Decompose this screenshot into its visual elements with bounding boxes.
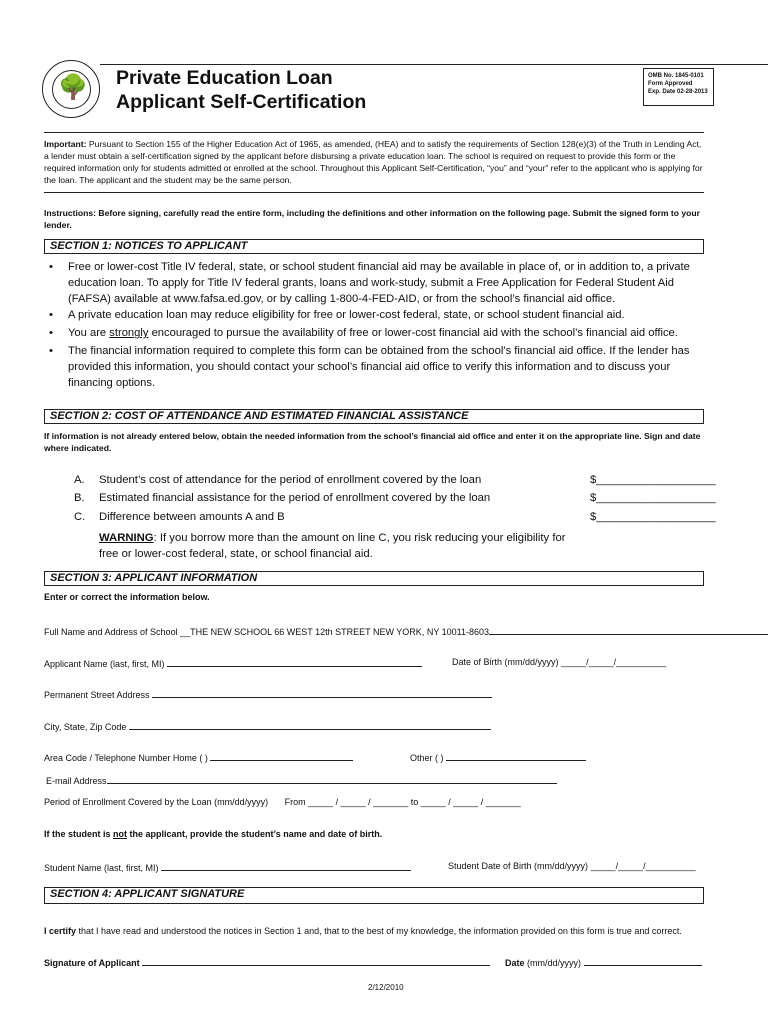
applicant-name-field[interactable]: [167, 657, 422, 667]
notice-item: • You are strongly encouraged to pursue the availability of free or lower-cost financial aid with the school’s financial aid office.: [49, 327, 678, 340]
notice-item: • A private education loan may reduce eligibility for free or lower-cost federal, state, or school student financial aid.: [49, 309, 625, 322]
notice-item: • Free or lower-cost Title IV federal, state, or school student financial aid may be available in place of, or in addition to, a private education loan. To apply for Title IV federal grants, loans and work-study, submit a Free Application for Federal Student Aid (FAFSA) available at www.fafsa.ed.gov, or by calling 1-800-4-FED-AID, or from the school’s financial aid office.: [49, 261, 690, 305]
home-phone-field[interactable]: [210, 751, 353, 761]
omb-box: [643, 68, 714, 106]
section1-header: SECTION 1: NOTICES TO APPLICANT: [44, 239, 704, 254]
student-dob-field[interactable]: _____/_____/__________: [590, 861, 696, 871]
line-text: Student’s cost of attendance for the period of enrollment covered by the loan: [99, 474, 482, 486]
street-field[interactable]: [152, 688, 492, 698]
city-label: City, State, Zip Code: [44, 722, 127, 732]
period-row: [44, 797, 521, 808]
section2-intro: If information is not already entered below, obtain the needed information from the school’s financial aid office and enter it on the appropriate line. Sign and date where indicated.: [44, 431, 701, 453]
applicant-name-row: [44, 657, 422, 670]
email-label: E-mail Address: [46, 776, 107, 786]
form-title-line2: Applicant Self-Certification: [116, 91, 367, 113]
school-name-address-field[interactable]: THE NEW SCHOOL 66 WEST 12th STREET NEW YORK, NY 10011-8603: [190, 627, 490, 637]
period-label: Period of Enrollment Covered by the Loan (mm/dd/yyyy): [44, 797, 269, 807]
dob-row: [452, 657, 666, 668]
section3-intro: Enter or correct the information below.: [44, 592, 210, 602]
section3-header: SECTION 3: APPLICANT INFORMATION: [44, 571, 704, 586]
street-label: Permanent Street Address: [44, 690, 150, 700]
signature-field[interactable]: [142, 956, 490, 966]
warning-text: : If you borrow more than the amount on line C, you risk reducing your eligibility for: [153, 532, 566, 544]
financial-assistance-field[interactable]: $___________________: [590, 492, 716, 504]
home-phone-label: Area Code / Telephone Number Home ( ): [44, 753, 208, 763]
other-phone-row: [410, 751, 586, 764]
other-phone-field[interactable]: [446, 751, 586, 761]
student-dob-label: Student Date of Birth (mm/dd/yyyy): [448, 861, 589, 871]
line-letter: C.: [74, 511, 86, 523]
student-dob-row: [448, 861, 696, 872]
signature-date-field[interactable]: [584, 956, 702, 966]
school-row: [44, 625, 768, 638]
form-title-line1: Private Education Loan: [116, 67, 333, 89]
difference-field[interactable]: $___________________: [590, 511, 716, 523]
period-field[interactable]: From _____ / _____ / _______ to _____ / _____ / _______: [284, 797, 521, 807]
student-name-row: [44, 861, 411, 874]
certify-text: that I have read and understood the notices in Section 1 and, that to the best of my knowledge, the information provided on this form is true and correct.: [76, 926, 682, 936]
school-blank-line: [489, 625, 768, 635]
phone-row: [44, 751, 353, 764]
department-seal-logo: [42, 60, 100, 118]
divider: [44, 192, 704, 193]
section2-header: SECTION 2: COST OF ATTENDANCE AND ESTIMATED FINANCIAL ASSISTANCE: [44, 409, 704, 424]
other-phone-label: Other ( ): [410, 753, 444, 763]
instructions: Instructions: Before signing, carefully read the entire form, including the definitions and other information on the following page. Submit the signed form to your lender.: [44, 208, 701, 230]
omb-expiration: Exp. Date 02-28-2013: [648, 89, 708, 95]
important-text: Pursuant to Section 155 of the Higher Education Act of 1965, as amended, (HEA) and to satisfy the requirements of Section 128(e)(3) of the Truth in Lending Act, a lender must obtain a self-certification signed by the applicant before disbursing a private education loan. The school is required on request to provide this form or the required information only for students admitted or enrolled at the school. Throughout this Applicant Self-Certification, “you” and “your” refer to the applicant who is applying for the loan. The applicant and the student may be the same person.: [44, 139, 703, 185]
notice-text: Free or lower-cost Title IV federal, state, or school student financial aid may be available in place of, or in addition to, a private education loan. To apply for Title IV federal grants, loans and work-study, submit a Free Application for Federal Student Aid (FAFSA) available at www.fafsa.ed.gov, or by calling 1-800-4-FED-AID, or from the school’s financial aid office.: [68, 261, 690, 305]
signature-row: [44, 956, 490, 969]
certify-bold: I certify: [44, 926, 77, 936]
student-note-post: the applicant, provide the student’s name and date of birth.: [127, 829, 383, 839]
certification-statement: [44, 926, 682, 937]
warning-label: WARNING: [99, 532, 154, 544]
line-text: Estimated financial assistance for the period of enrollment covered by the loan: [99, 492, 491, 504]
street-row: [44, 688, 492, 701]
dob-label: Date of Birth (mm/dd/yyyy): [452, 657, 559, 667]
notice-emphasis: strongly: [109, 327, 149, 340]
email-row: [46, 774, 557, 787]
cost-line-c: [74, 511, 724, 523]
warning-note: [99, 530, 619, 562]
form-version: 2/12/2010: [368, 983, 404, 992]
dob-field[interactable]: _____/_____/__________: [561, 657, 667, 667]
student-name-label: Student Name (last, first, MI): [44, 863, 159, 873]
form-title: [116, 66, 366, 114]
city-state-zip-field[interactable]: [129, 720, 491, 730]
notice-text-prefix: You are: [68, 327, 107, 340]
cost-line-b: [74, 492, 724, 504]
student-note-pre: If the student is: [44, 829, 114, 839]
omb-number: OMB No. 1845-0101: [648, 73, 704, 79]
email-field[interactable]: [107, 774, 557, 784]
important-paragraph: [44, 138, 708, 186]
cost-of-attendance-field[interactable]: $___________________: [590, 474, 716, 486]
section4-header: SECTION 4: APPLICANT SIGNATURE: [44, 887, 704, 904]
divider: [44, 132, 704, 133]
omb-approved: Form Approved: [648, 81, 693, 87]
important-label: Important:: [44, 139, 87, 149]
section1-notices: [44, 260, 704, 391]
city-row: [44, 720, 491, 733]
notice-text: A private education loan may reduce eligibility for free or lower-cost federal, state, or school student financial aid.: [68, 309, 625, 322]
applicant-name-label: Applicant Name (last, first, MI): [44, 659, 165, 669]
notice-item: • The financial information required to complete this form can be obtained from the school’s financial aid office. If the lender has provided this information, you should contact your school’s financial aid office to verify this information and to discuss your financing options.: [49, 344, 690, 389]
signature-date-row: [505, 956, 702, 969]
line-letter: B.: [74, 492, 85, 504]
header-rule: [100, 64, 768, 65]
signature-date-label: Date: [505, 958, 525, 968]
student-note-not: not: [113, 829, 128, 839]
signature-date-format: (mm/dd/yyyy): [527, 958, 582, 968]
warning-text-2: free or lower-cost federal, state, or school financial aid.: [99, 548, 373, 560]
signature-label: Signature of Applicant: [44, 958, 140, 968]
notice-text: The financial information required to complete this form can be obtained from the school’s financial aid office. If the lender has provided this information, you should contact your school’s financial aid office to verify this information and to discuss your financing options.: [68, 344, 690, 389]
cost-line-a: [74, 474, 724, 486]
school-label: Full Name and Address of School __: [44, 627, 191, 637]
student-note: [44, 829, 382, 840]
line-text: Difference between amounts A and B: [99, 511, 285, 523]
line-letter: A.: [74, 474, 85, 486]
notice-text: encouraged to pursue the availability of free or lower-cost financial aid with the school’s financial aid office.: [151, 327, 678, 340]
student-name-field[interactable]: [161, 861, 411, 871]
tree-icon: 🌳: [58, 74, 88, 101]
